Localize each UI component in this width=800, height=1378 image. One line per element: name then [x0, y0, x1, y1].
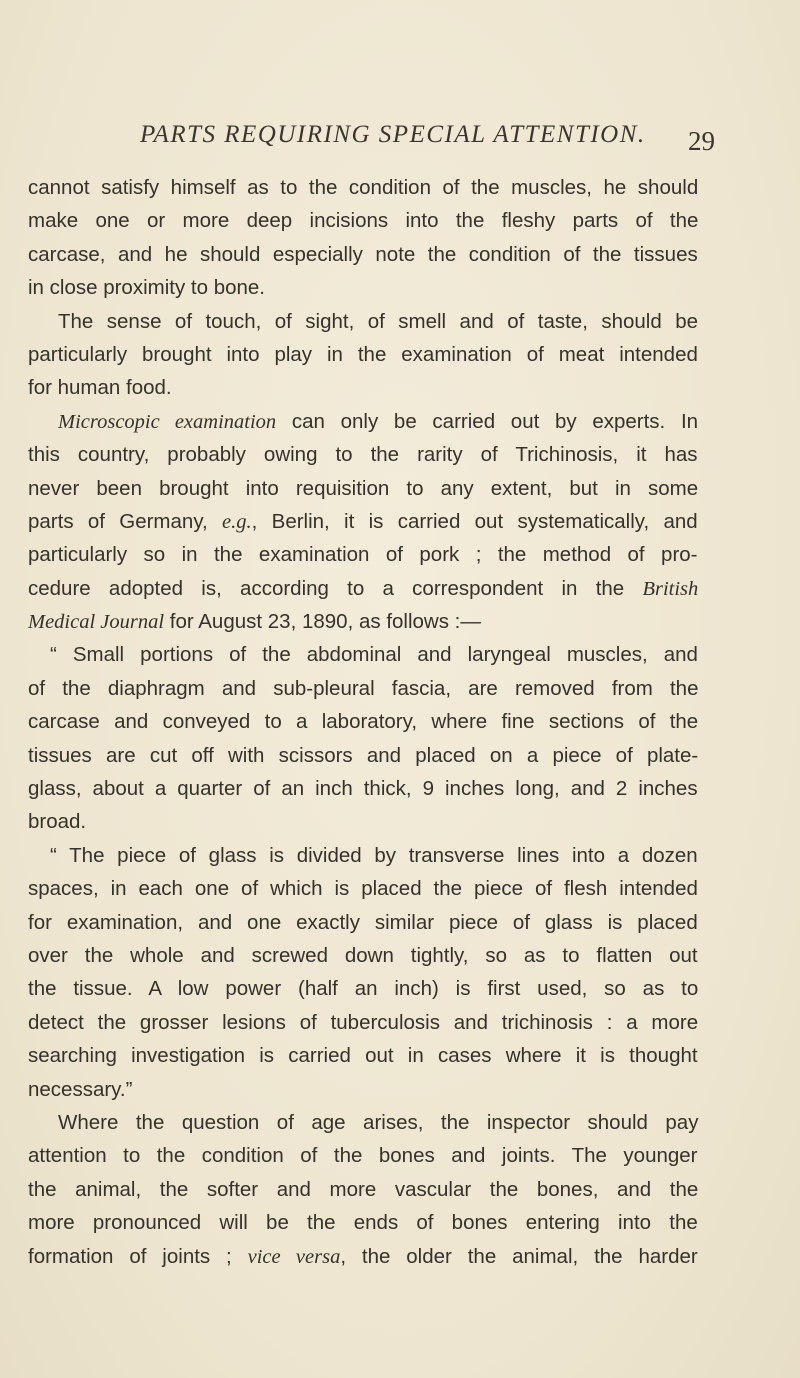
text-line: more pronounced will be the ends of bones entering into the: [28, 1211, 698, 1235]
text-line: the tissue. A low power (half an inch) is first used, so as to: [28, 977, 699, 1001]
text-line: for human food.: [28, 376, 172, 400]
text-line: Medical Journal for August 23, 1890, as follows :—: [28, 610, 481, 634]
text-line: “ The piece of glass is divided by transverse lines into a dozen: [50, 843, 698, 867]
text-line: particularly so in the examination of pork ; the method of pro-: [28, 543, 698, 567]
body-text: [28, 171, 698, 1273]
text-line: “ Small portions of the abdominal and laryngeal muscles, and: [50, 643, 698, 667]
text-line: of the diaphragm and sub-pleural fascia, are removed from the: [28, 676, 699, 700]
page-number: 29: [688, 126, 715, 156]
text-line: cannot satisfy himself as to the condition of the muscles, he should: [28, 176, 699, 199]
running-head: PARTS REQUIRING SPECIAL ATTENTION.: [140, 121, 646, 148]
text-line: necessary.”: [28, 1077, 133, 1101]
text-line: The sense of touch, of sight, of smell and of taste, should be: [58, 309, 698, 333]
text-line: detect the grosser lesions of tuberculosis and trichinosis : a more: [28, 1010, 699, 1034]
text-line: for examination, and one exactly similar piece of glass is placed: [28, 910, 698, 934]
text-line: Where the question of age arises, the inspector should pay: [58, 1110, 699, 1134]
text-line: parts of Germany, e.g., Berlin, it is carried out systematically, and: [28, 509, 698, 533]
text-line: over the whole and screwed down tightly, so as to flatten out: [28, 943, 698, 967]
text-line: formation of joints ; vice versa, the older the animal, the harder: [28, 1244, 698, 1268]
text-line: in close proximity to bone.: [28, 276, 266, 300]
text-line: carcase and conveyed to a laboratory, where fine sections of the: [28, 710, 699, 734]
text-line: make one or more deep incisions into the fleshy parts of the: [28, 209, 699, 233]
text-line: never been brought into requisition to any extent, but in some: [28, 476, 699, 500]
text-line: Microscopic examination can only be carried out by experts. In: [58, 409, 699, 433]
text-line: broad.: [28, 810, 87, 834]
text-line: particularly brought into play in the examination of meat intended: [28, 342, 698, 366]
text-line: tissues are cut off with scissors and placed on a piece of plate-: [28, 743, 699, 767]
text-line: carcase, and he should especially note the condition of the tissues: [28, 242, 698, 266]
text-line: glass, about a quarter of an inch thick, 9 inches long, and 2 inches: [28, 777, 698, 801]
text-line: cedure adopted is, according to a correspondent in the British: [28, 576, 699, 600]
text-line: this country, probably owing to the rarity of Trichinosis, it has: [28, 443, 698, 467]
text-line: searching investigation is carried out in cases where it is thought: [28, 1044, 698, 1068]
text-line: the animal, the softer and more vascular the bones, and the: [28, 1177, 699, 1201]
text-line: spaces, in each one of which is placed the piece of flesh intended: [28, 877, 698, 901]
text-line: attention to the condition of the bones and joints. The younger: [28, 1144, 698, 1168]
